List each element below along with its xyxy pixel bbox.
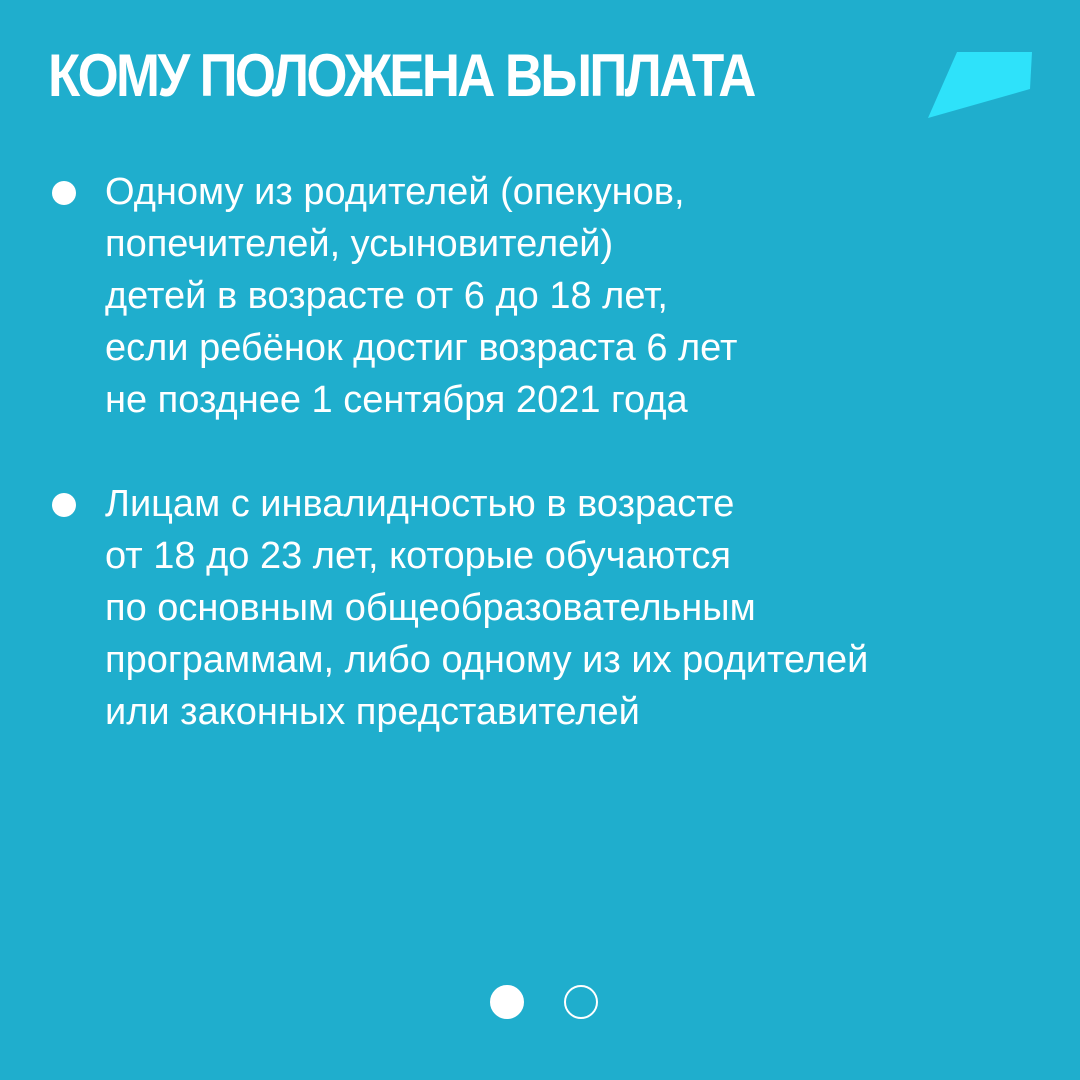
- carousel-pagination: [490, 985, 598, 1019]
- pagination-dot-active[interactable]: [490, 985, 524, 1019]
- bullet-dot-icon: [52, 181, 76, 205]
- list-item: [52, 166, 1042, 426]
- bullet-dot-icon: [52, 493, 76, 517]
- list-item-text: Лицам с инвалидностью в возрасте от 18 до 23 лет, которые обучаются по основным общеобразовательным программам, либо одному из их родителей или законных представителей: [105, 483, 869, 733]
- parallelogram-logo-icon: [928, 52, 1032, 118]
- slide-title: КОМУ ПОЛОЖЕНА ВЫПЛАТА: [48, 42, 754, 109]
- list-item: [52, 478, 1042, 738]
- eligibility-list: [52, 166, 1042, 738]
- list-item-text: Одному из родителей (опекунов, попечителей, усыновителей) детей в возрасте от 6 до 18 лет, если ребёнок достиг возраста 6 лет не позднее 1 сентября 2021 года: [105, 171, 738, 421]
- pagination-dot-inactive[interactable]: [564, 985, 598, 1019]
